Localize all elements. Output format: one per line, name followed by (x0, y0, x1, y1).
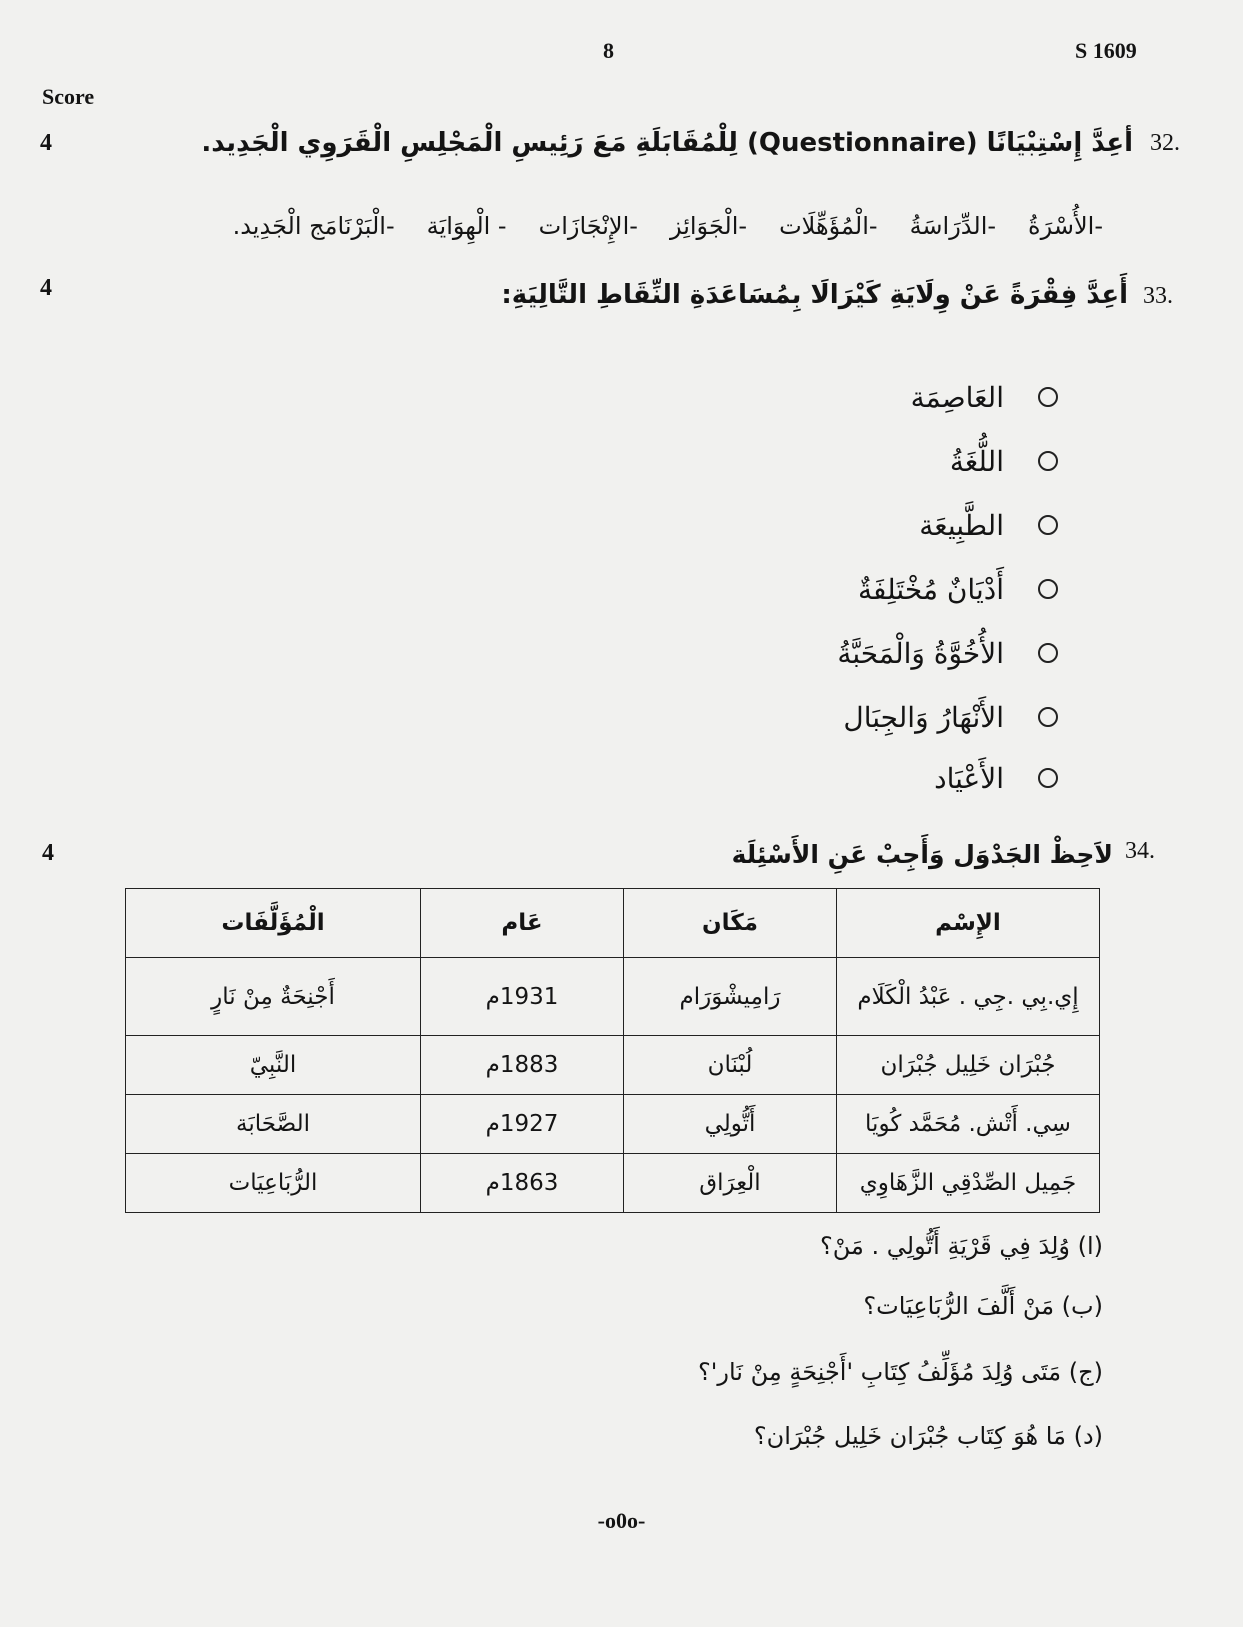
circle-bullet-icon (1038, 707, 1058, 727)
q32-point: -الْبَرْنَامَج الْجَدِيد. (232, 212, 395, 240)
bullet-text: الطَّبِيعَة (919, 508, 1004, 542)
q32-point: -الأُسْرَةُ (1028, 212, 1103, 240)
paper-code: S 1609 (1075, 38, 1137, 63)
q34-subquestion-a: (ا) وُلِدَ فِي قَرْيَةِ أَتُّولِي . مَنْ؟ (820, 1232, 1103, 1260)
cell-name: إِي.بِي .جِي . عَبْدُ الْكَلَام (837, 958, 1100, 1036)
circle-bullet-icon (1038, 387, 1058, 407)
table-header-row (126, 889, 1100, 958)
header-year: عَام (421, 889, 624, 958)
header-name: الإِسْم (837, 889, 1100, 958)
table-row (126, 1036, 1100, 1095)
cell-name: جُبْرَان خَلِيل جُبْرَان (837, 1036, 1100, 1095)
page-number: 8 (603, 38, 614, 63)
q33-bullet (837, 493, 1058, 557)
cell-place: رَامِيشْوَرَام (624, 958, 837, 1036)
cell-works: الصَّحَابَة (126, 1095, 421, 1154)
q33-bullet (837, 557, 1058, 621)
q33-text: أَعِدَّ فِقْرَةً عَنْ وِلَايَةِ كَيْرَالَا بِمُسَاعَدَةِ النِّقَاطِ التَّالِيَةِ: (501, 280, 1128, 310)
bullet-text: الأَعْيَاد (934, 761, 1004, 795)
bullet-text: العَاصِمَة (910, 380, 1004, 414)
q32-point: -الإِنْجَازَات (538, 212, 638, 240)
cell-works: النَّبِيّ (126, 1036, 421, 1095)
header-place: مَكَان (624, 889, 837, 958)
bullet-text: أَدْيَانٌ مُخْتَلِفَةٌ (857, 572, 1004, 606)
q34-mark: 4 (42, 840, 54, 866)
table-row (126, 1095, 1100, 1154)
q33-bullet (837, 365, 1058, 429)
q32-number: 32. (1150, 130, 1180, 156)
cell-works: أَجْنِحَةٌ مِنْ نَارٍ (126, 958, 421, 1036)
cell-year: 1863م (421, 1154, 624, 1213)
q32-point: -الْمُؤَهِّلَات (779, 212, 878, 240)
q33-bullet (837, 429, 1058, 493)
cell-place: لُبْنَان (624, 1036, 837, 1095)
circle-bullet-icon (1038, 515, 1058, 535)
score-label: Score (42, 84, 95, 109)
q32-mark: 4 (40, 130, 52, 156)
q34-subquestion-c: (ج) مَتَى وُلِدَ مُؤَلِّفُ كِتَابِ 'أَجْنِحَةٍ مِنْ نَار'؟ (698, 1358, 1103, 1386)
circle-bullet-icon (1038, 768, 1058, 788)
q33-bullet-list (837, 365, 1058, 807)
bullet-text: الأُخُوَّةُ وَالْمَحَبَّةُ (837, 636, 1004, 670)
q34-number: 34. (1125, 838, 1155, 864)
header-works: الْمُؤَلَّفَات (126, 889, 421, 958)
page-footer: -o0o- (597, 1508, 646, 1533)
q34-subquestion-d: (د) مَا هُوَ كِتَاب جُبْرَان خَلِيل جُبْرَان؟ (753, 1422, 1103, 1450)
circle-bullet-icon (1038, 643, 1058, 663)
q34-text: لاَحِظْ الجَدْوَل وَأَجِبْ عَنِ الأَسْئِلَة (731, 840, 1113, 869)
q33-number: 33. (1143, 283, 1173, 309)
q33-bullet (837, 749, 1058, 807)
circle-bullet-icon (1038, 451, 1058, 471)
q32-text: أعِدَّ إِسْتِبْيَانًا (Questionnaire) لِلْمُقَابَلَةِ مَعَ رَئِيسِ الْمَجْلِسِ الْقَرَوِي الْجَدِيد. (201, 128, 1133, 158)
cell-place: أَتُّولِي (624, 1095, 837, 1154)
table-row (126, 958, 1100, 1036)
cell-name: جَمِيل الصِّدْقِي الزَّهَاوِي (837, 1154, 1100, 1213)
bullet-text: اللُّغَةُ (949, 444, 1004, 478)
authors-table (125, 888, 1100, 1213)
q32-point: -الْجَوَائِز (669, 212, 748, 240)
q33-mark: 4 (40, 275, 52, 301)
q32-point: - الْهِوَايَة (426, 212, 507, 240)
cell-name: سِي. أَتْش. مُحَمَّد كُويَا (837, 1095, 1100, 1154)
cell-place: الْعِرَاق (624, 1154, 837, 1213)
cell-year: 1883م (421, 1036, 624, 1095)
cell-year: 1931م (421, 958, 624, 1036)
circle-bullet-icon (1038, 579, 1058, 599)
q32-point: -الدِّرَاسَةُ (909, 212, 997, 240)
q33-bullet (837, 685, 1058, 749)
q32-points (233, 212, 1103, 240)
table-row (126, 1154, 1100, 1213)
cell-year: 1927م (421, 1095, 624, 1154)
q33-bullet (837, 621, 1058, 685)
q34-subquestion-b: (ب) مَنْ أَلَّفَ الرُّبَاعِيَات؟ (863, 1292, 1103, 1320)
cell-works: الرُّبَاعِيَات (126, 1154, 421, 1213)
bullet-text: الأَنْهَارُ وَالجِبَال (843, 700, 1004, 734)
